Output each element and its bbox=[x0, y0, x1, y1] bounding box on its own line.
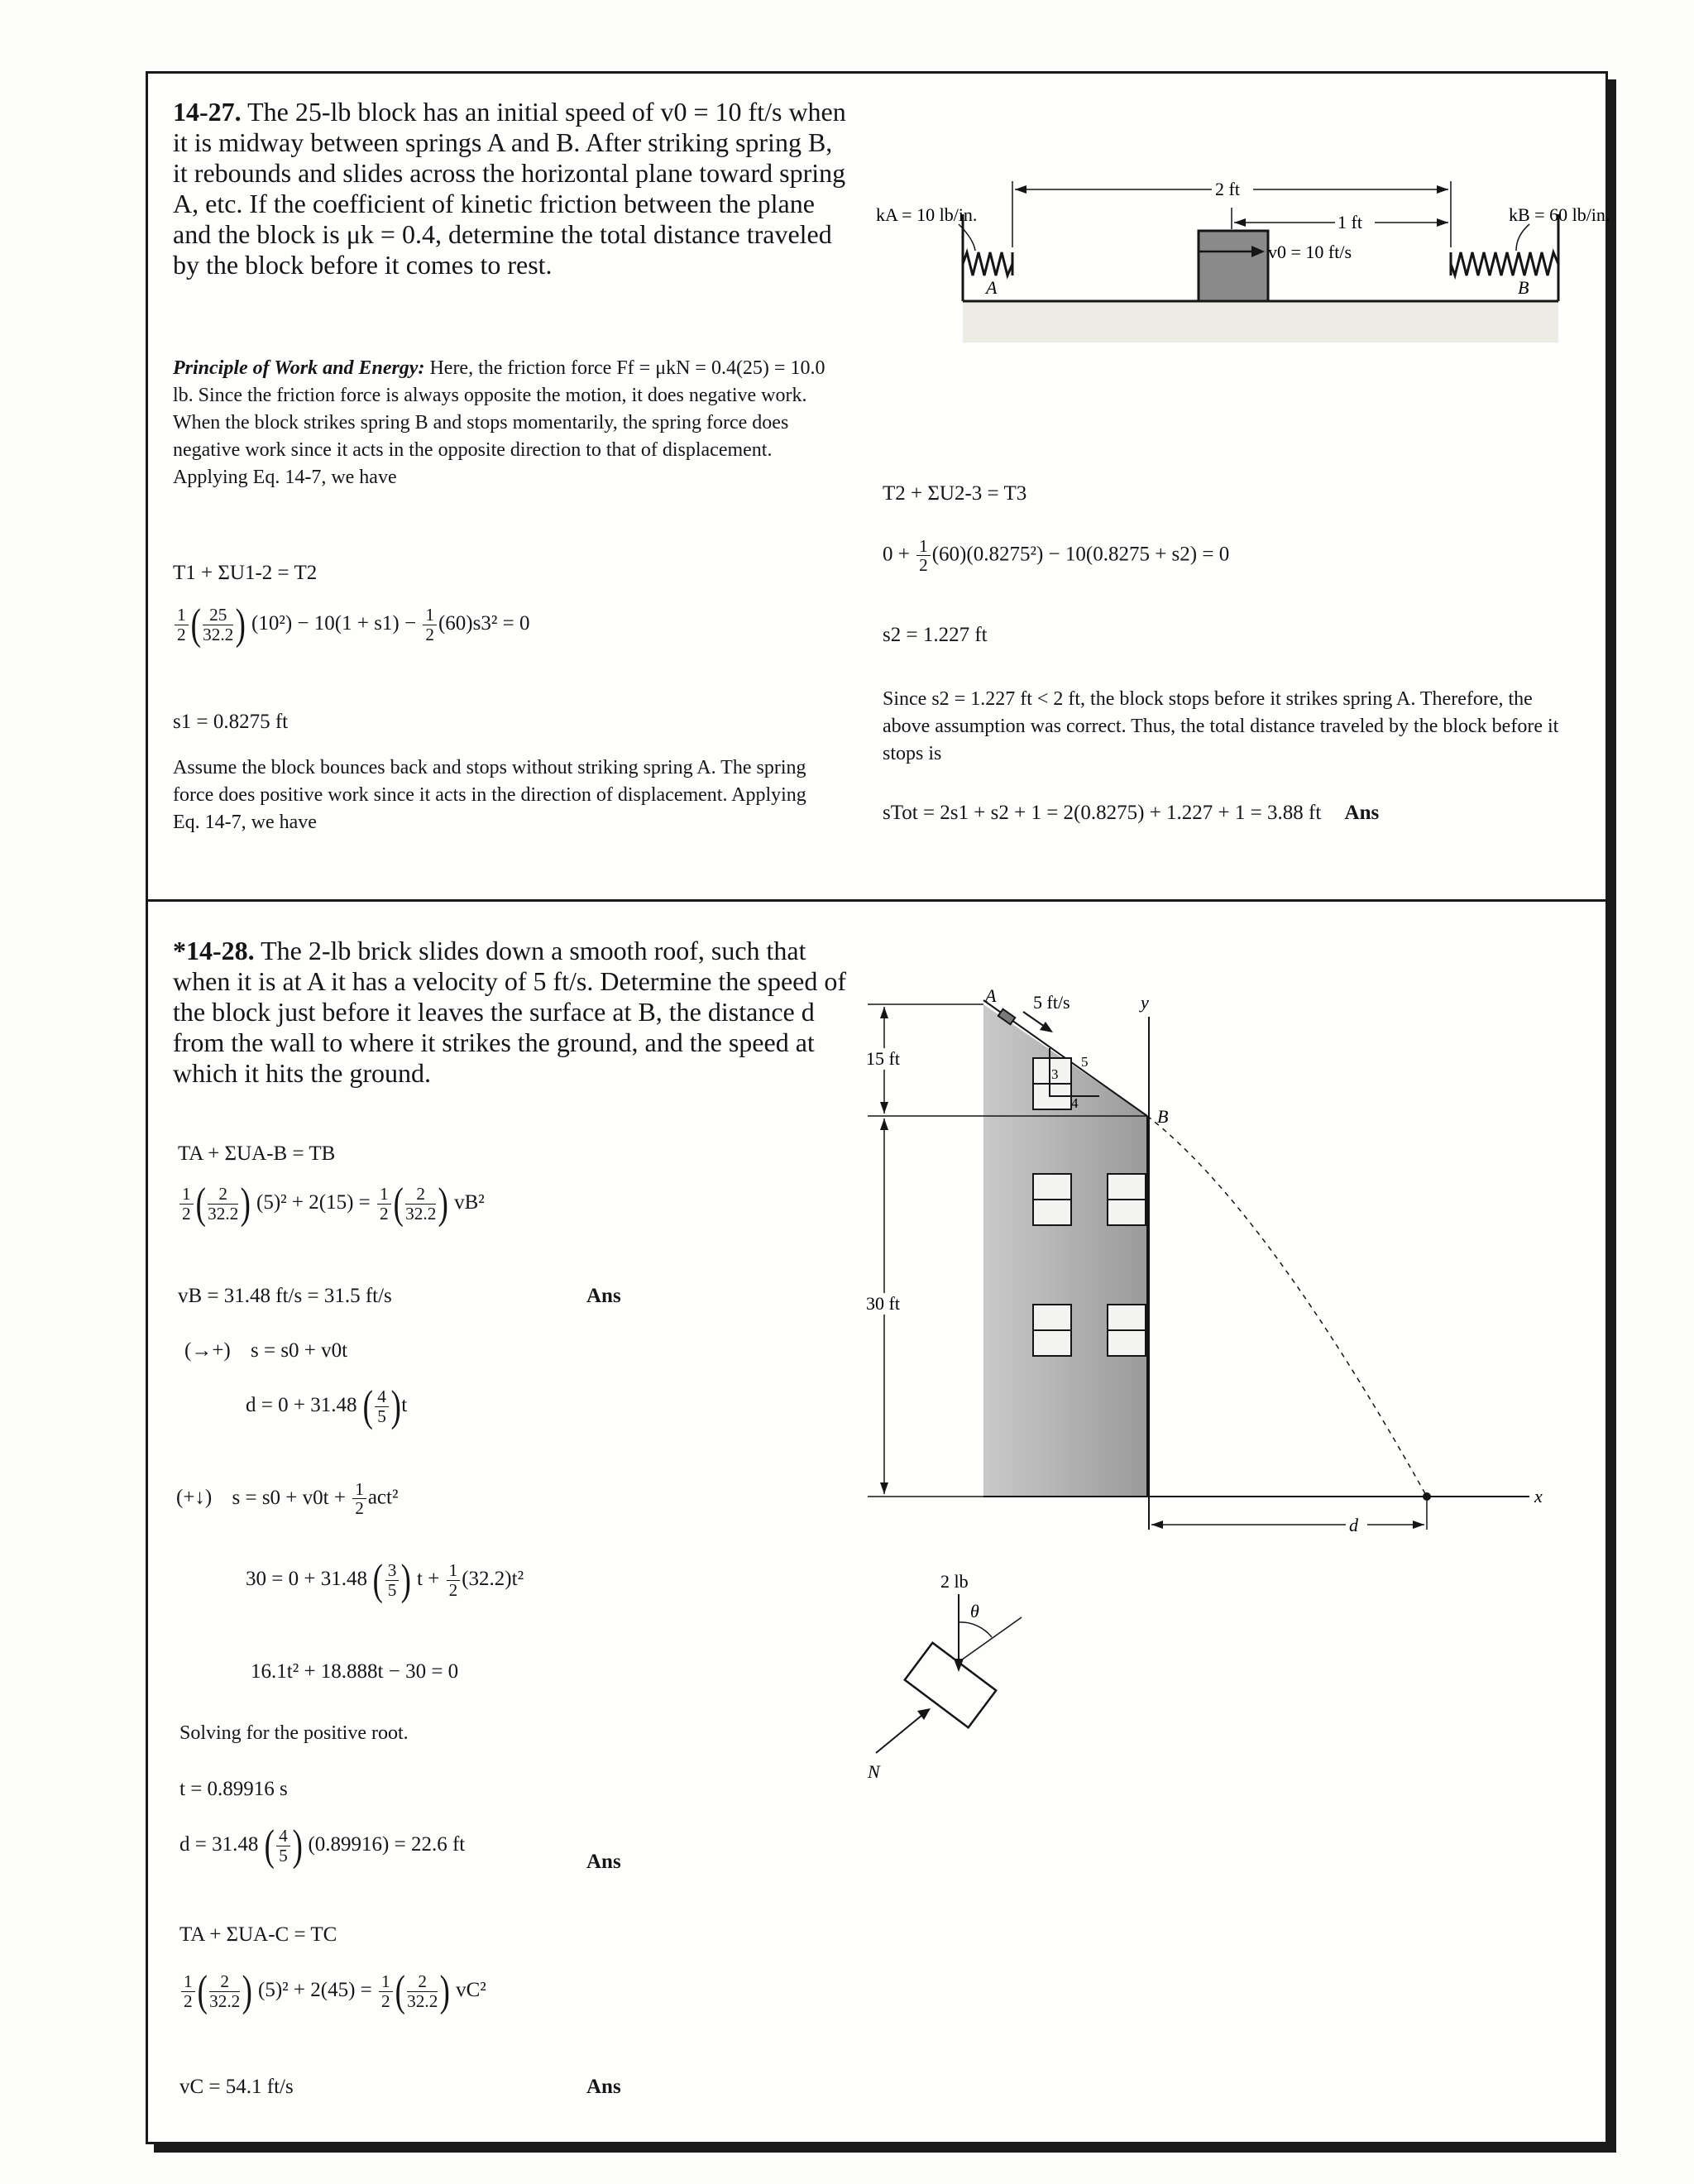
velocity-label: v0 = 10 ft/s bbox=[1268, 242, 1352, 262]
height-15ft-label: 15 ft bbox=[866, 1048, 900, 1069]
result-d: d = 31.48 ( $\frac{4}{5}$ ) (0.89916) = 22.6 ft bbox=[179, 1822, 466, 1870]
principle-text: Here, the friction force Ff = μkN = 0.4(25) = 10.0 lb. Since the friction force is always opposite the motion, it does negative work. When the block strikes spring B and stops momentarily, the spring force does negative work since it acts in the opposite direction to that of displacement. Applying Eq. 14-7, we have bbox=[173, 357, 825, 488]
arrowhead bbox=[880, 1118, 888, 1130]
slope-5: 5 bbox=[1081, 1054, 1089, 1070]
point-b-label: B bbox=[1157, 1106, 1169, 1127]
conclusion-text: Since s2 = 1.227 ft < 2 ft, the block stops before it strikes spring A. Therefore, the above assumption was correct. Thus, the total distance traveled by the block before it stops is bbox=[883, 688, 1559, 764]
spring-b-label: B bbox=[1518, 277, 1529, 298]
equation-work-energy-1-2: T1 + ΣU1-2 = T2 bbox=[173, 562, 318, 584]
result-s2: s2 = 1.227 ft bbox=[883, 624, 988, 646]
velocity-label: 5 ft/s bbox=[1033, 992, 1070, 1013]
equation-quadratic: 16.1t² + 18.888t − 30 = 0 bbox=[251, 1660, 459, 1683]
answer-d: Ans bbox=[586, 1851, 621, 1873]
y-axis-label: y bbox=[1141, 992, 1149, 1013]
problem-number: 14-27. bbox=[173, 97, 242, 127]
principle-label: Principle of Work and Energy: bbox=[173, 357, 425, 379]
spring-block-figure bbox=[868, 98, 1610, 363]
equation-work-energy-a-b: TA + ΣUA-B = TB bbox=[178, 1142, 336, 1165]
point-a-label: A bbox=[985, 985, 997, 1006]
answer-vc: Ans bbox=[586, 2076, 621, 2098]
problem-text: The 2-lb brick slides down a smooth roof, such that when it is at A it has a velocity of 5 ft/s. Determine the speed of the block just before it leaves the surface at B, the distance d from the wall to where it strikes the ground, and the speed at which it hits the ground. bbox=[173, 936, 847, 1088]
equation-vertical-motion: (+↓) s = s0 + v0t + $\frac{1}{2}$ act² bbox=[176, 1479, 399, 1519]
page-frame bbox=[146, 71, 1608, 2144]
normal-force-label: N bbox=[868, 1761, 880, 1782]
equation-speed-c: $\frac{1}{2}$ ( $\frac{2}{32.2}$ ) (5)² + 2(45) = $\frac{1}{2}$ ( $\frac{2}{32.2}$ ) vC² bbox=[179, 1970, 486, 2014]
answer-vb: Ans bbox=[586, 1285, 621, 1307]
problem-14-27-statement bbox=[173, 97, 849, 280]
weight-label: 2 lb bbox=[940, 1571, 969, 1592]
solving-text: Solving for the positive root. bbox=[179, 1722, 409, 1744]
equation-d: d = 0 + 31.48 ( $\frac{4}{5}$ )t bbox=[246, 1382, 408, 1430]
leader-ka bbox=[959, 224, 975, 251]
velocity-arrow bbox=[1023, 1012, 1045, 1027]
arrowhead bbox=[880, 1007, 888, 1018]
equation-vertical-values: 30 = 0 + 31.48 ( $\frac{3}{5}$ ) t + $\frac{1}{2}$ (32.2)t² bbox=[246, 1556, 524, 1604]
floor-surface bbox=[963, 301, 1558, 342]
result-s1: s1 = 0.8275 ft bbox=[173, 711, 289, 733]
problem-number: *14-28. bbox=[173, 936, 255, 965]
arrowhead bbox=[880, 1102, 888, 1114]
dimension-1ft-label: 1 ft bbox=[1337, 212, 1362, 232]
result-vc: vC = 54.1 ft/s bbox=[179, 2076, 294, 2098]
spring-a-label: A bbox=[986, 277, 998, 298]
arrowhead bbox=[1151, 1521, 1163, 1529]
theta-label: θ bbox=[970, 1601, 979, 1621]
result-vb: vB = 31.48 ft/s = 31.5 ft/s bbox=[178, 1285, 392, 1307]
distance-d-label: d bbox=[1349, 1515, 1358, 1535]
assumption-text: Assume the block bounces back and stops without striking spring A. The spring force does positive work since it acts in the direction of displacement. Applying Eq. 14-7, we have bbox=[173, 757, 806, 833]
slope-3: 3 bbox=[1051, 1066, 1059, 1082]
problem-text: The 25-lb block has an initial speed of v0 = 10 ft/s when it is midway between springs A and B. After striking spring B, it rebounds and slides across the horizontal plane toward spring A, etc. If the coefficient of kinetic friction between the plane and the block is μk = 0.4, determine the total distance traveled by the block before it comes to rest. bbox=[173, 97, 846, 280]
equation-energy-balance-2: 0 + $\frac{1}{2}$ (60)(0.8275²) − 10(0.8275 + s2) = 0 bbox=[883, 536, 1230, 576]
arrowhead bbox=[880, 1482, 888, 1494]
result-t: t = 0.89916 s bbox=[179, 1778, 288, 1800]
x-axis-label: x bbox=[1534, 1486, 1543, 1506]
arrowhead bbox=[1437, 185, 1448, 194]
block bbox=[1199, 231, 1268, 301]
dimension-2ft-label: 2 ft bbox=[1215, 179, 1240, 199]
velocity-arrowhead bbox=[1040, 1022, 1053, 1032]
free-body-diagram bbox=[867, 1571, 1022, 1782]
arrowhead bbox=[1015, 185, 1026, 194]
problem-14-28-statement bbox=[173, 936, 849, 1089]
spring-a bbox=[963, 252, 1012, 275]
arrowhead bbox=[1437, 218, 1448, 227]
equation-energy-balance-1: $\frac{1}{2}$ ( $\frac{25}{32.2}$ ) (10²) − 10(1 + s1) − $\frac{1}{2}$ (60)s3² = 0 bbox=[173, 603, 529, 647]
leader-kb bbox=[1516, 224, 1529, 251]
spring-b bbox=[1451, 252, 1558, 275]
spring-a-constant: kA = 10 lb/in. bbox=[876, 204, 978, 225]
equation-work-energy-2-3: T2 + ΣU2-3 = T3 bbox=[883, 482, 1027, 505]
problem-divider bbox=[148, 899, 1605, 902]
spring-b-constant: kB = 60 lb/in. bbox=[1509, 204, 1610, 225]
equation-speed-b: $\frac{1}{2}$ ( $\frac{2}{32.2}$ ) (5)² + 2(15) = $\frac{1}{2}$ ( $\frac{2}{32.2}$ ) vB² bbox=[178, 1182, 485, 1226]
result-total-distance: sTot = 2s1 + s2 + 1 = 2(0.8275) + 1.227 + 1 = 3.88 ft Ans bbox=[883, 802, 1380, 824]
equation-work-energy-a-c: TA + ΣUA-C = TC bbox=[179, 1923, 337, 1946]
trajectory bbox=[1147, 1116, 1427, 1497]
height-30ft-label: 30 ft bbox=[866, 1293, 900, 1314]
answer-label: Ans bbox=[1344, 802, 1380, 824]
arrowhead bbox=[1413, 1521, 1424, 1529]
slope-4: 4 bbox=[1071, 1095, 1079, 1111]
arrowhead bbox=[1234, 218, 1246, 227]
equation-horizontal-motion: (→+) s = s0 + v0t bbox=[184, 1339, 348, 1362]
solution-intro bbox=[173, 355, 835, 491]
roof-trajectory-figure bbox=[868, 926, 1596, 1786]
